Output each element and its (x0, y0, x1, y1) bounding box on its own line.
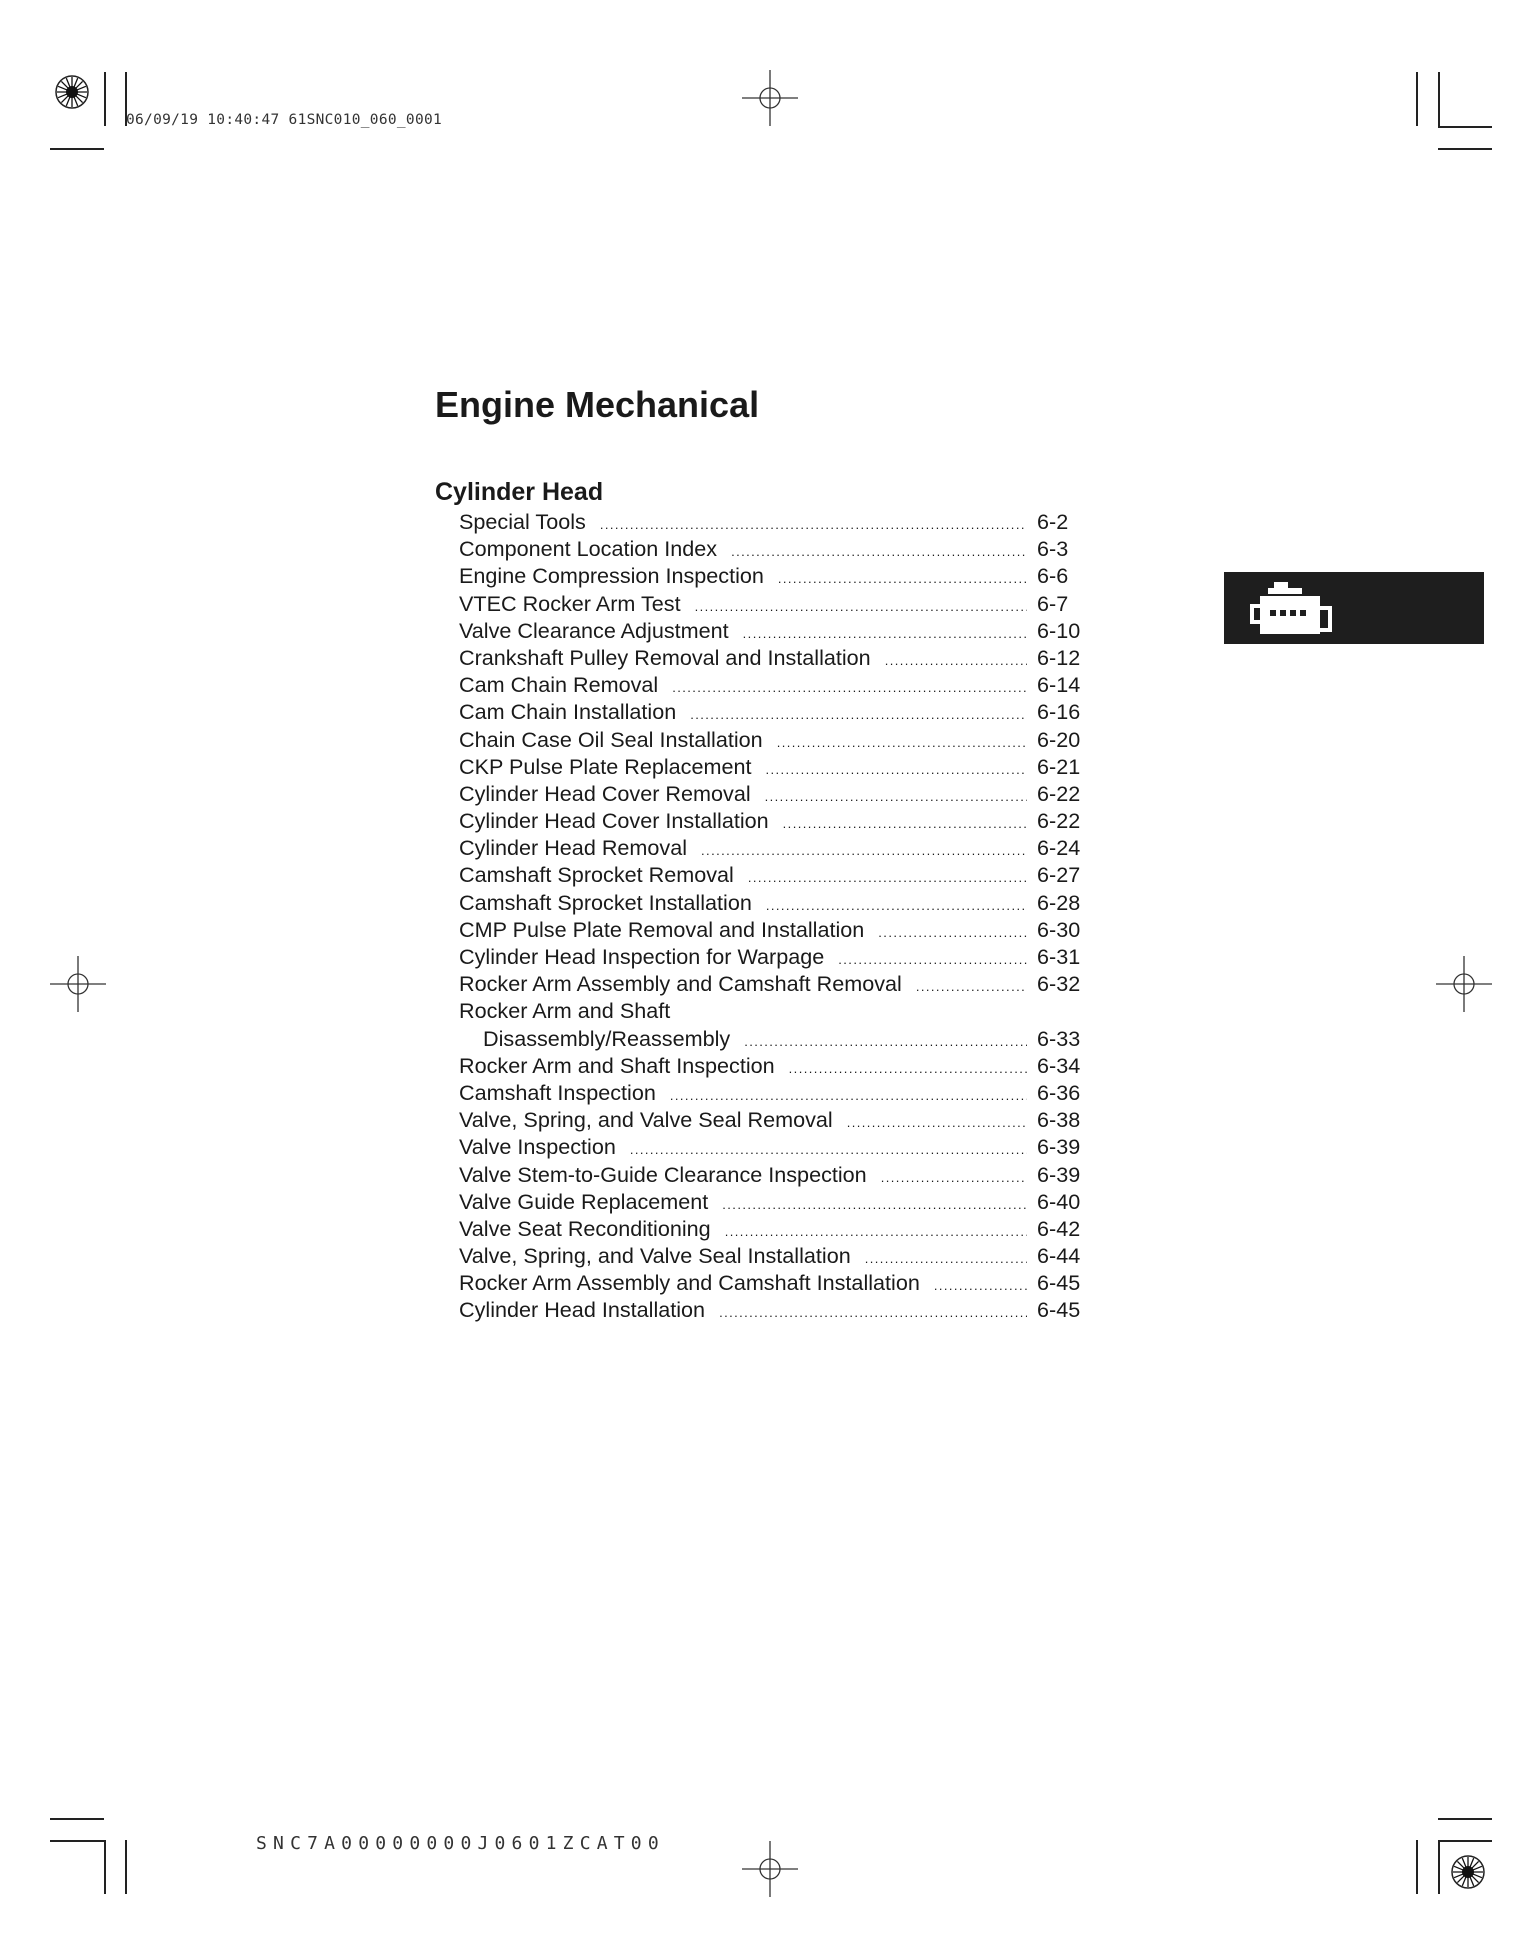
toc-item[interactable] (459, 834, 1083, 861)
toc-item[interactable] (459, 1269, 1083, 1296)
toc-item[interactable] (459, 780, 1083, 807)
dot-leader (670, 1082, 1027, 1109)
toc-item-title: Valve Guide Replacement (459, 1188, 709, 1214)
toc-item-title: Camshaft Inspection (459, 1079, 656, 1105)
toc-item[interactable] (459, 535, 1083, 562)
toc-item-title: Disassembly/Reassembly (483, 1025, 731, 1051)
toc-item-page: 6-7 (1037, 590, 1069, 616)
toc-item[interactable] (459, 970, 1083, 997)
toc-item-title: Cylinder Head Inspection for Warpage (459, 944, 825, 969)
dot-leader (722, 1191, 1027, 1218)
crop-line (1438, 1840, 1492, 1842)
starburst-icon (52, 72, 92, 112)
dot-leader (934, 1272, 1027, 1299)
toc-item-page: 6-6 (1037, 563, 1069, 589)
toc-item-title: Cam Chain Removal (459, 672, 659, 698)
toc-item[interactable] (459, 997, 1083, 1024)
table-of-contents (459, 508, 1083, 1324)
toc-item[interactable] (459, 1079, 1083, 1106)
document-code: SNC7A00000000J0601ZCAT00 (256, 1833, 665, 1854)
toc-item-title: Rocker Arm and Shaft Inspection (459, 1052, 775, 1078)
toc-item-title: Rocker Arm Assembly and Camshaft Removal (459, 971, 902, 997)
crop-line (1416, 1840, 1418, 1894)
toc-item-page: 6-2 (1037, 509, 1069, 534)
crosshair-icon (50, 956, 106, 1012)
toc-item-page: 6-3 (1037, 536, 1069, 562)
toc-item[interactable] (459, 1161, 1083, 1188)
toc-item-title: Valve Clearance Adjustment (459, 617, 729, 643)
toc-item-title: Crankshaft Pulley Removal and Installation (459, 644, 871, 670)
toc-item-page: 6-39 (1037, 1161, 1081, 1187)
toc-item-title: Chain Case Oil Seal Installation (459, 726, 763, 752)
crop-line (1438, 148, 1492, 150)
crop-line (1438, 72, 1440, 126)
dot-leader (838, 946, 1027, 973)
engine-icon (1246, 580, 1346, 638)
toc-item[interactable] (459, 1242, 1083, 1269)
toc-item[interactable] (459, 1215, 1083, 1242)
toc-item-page: 6-14 (1037, 672, 1081, 698)
crosshair-icon (742, 70, 798, 126)
toc-item-title: Valve, Spring, and Valve Seal Removal (459, 1107, 833, 1133)
toc-item[interactable] (459, 671, 1083, 698)
dot-leader (865, 1245, 1027, 1272)
dot-leader (743, 620, 1027, 647)
toc-item-page: 6-21 (1037, 753, 1081, 779)
dot-leader (766, 892, 1027, 919)
toc-item-page: 6-28 (1037, 889, 1081, 915)
dot-leader (789, 1055, 1027, 1082)
toc-item-title: Rocker Arm and Shaft (459, 998, 671, 1024)
toc-item-title: Cylinder Head Cover Installation (459, 808, 769, 834)
crop-line (1416, 72, 1418, 126)
crop-line (125, 1840, 127, 1894)
toc-item[interactable] (459, 1188, 1083, 1215)
toc-item-page: 6-34 (1037, 1052, 1081, 1078)
toc-item-page: 6-10 (1037, 617, 1081, 643)
dot-leader (777, 729, 1027, 756)
toc-item-title: Cam Chain Installation (459, 699, 677, 725)
toc-item[interactable] (459, 807, 1083, 834)
dot-leader (731, 538, 1027, 565)
toc-item[interactable] (459, 753, 1083, 780)
dot-leader (878, 919, 1027, 946)
toc-item-title: VTEC Rocker Arm Test (459, 590, 681, 616)
toc-item[interactable] (459, 590, 1083, 617)
toc-item[interactable] (459, 1133, 1083, 1160)
crop-line (104, 1840, 106, 1894)
section-tab (1224, 572, 1484, 644)
starburst-icon (1448, 1852, 1488, 1892)
print-stamp: 06/09/19 10:40:47 61SNC010_060_0001 (126, 112, 443, 128)
crop-line (50, 1840, 104, 1842)
dot-leader (600, 511, 1027, 538)
toc-item-page: 6-42 (1037, 1215, 1081, 1241)
toc-item-title: Camshaft Sprocket Installation (459, 889, 752, 915)
toc-item-title: Cylinder Head Removal (459, 835, 688, 861)
toc-item[interactable] (459, 1052, 1083, 1079)
toc-item[interactable] (459, 562, 1083, 589)
toc-item[interactable] (459, 726, 1083, 753)
dot-leader (725, 1218, 1027, 1245)
toc-item-title: Engine Compression Inspection (459, 563, 764, 589)
toc-item[interactable] (459, 861, 1083, 888)
toc-item-page: 6-22 (1037, 808, 1081, 834)
crop-line (1438, 126, 1492, 128)
dot-leader (885, 647, 1027, 674)
toc-item-title: Valve Seat Reconditioning (459, 1215, 711, 1241)
toc-item-page: 6-22 (1037, 780, 1081, 806)
toc-item[interactable] (459, 1106, 1083, 1133)
crop-line (1438, 1818, 1492, 1820)
toc-item-title: Camshaft Sprocket Removal (459, 862, 734, 888)
dot-leader (778, 565, 1027, 592)
toc-item-page: 6-45 (1037, 1297, 1081, 1323)
dot-leader (695, 593, 1027, 620)
crop-line (50, 1818, 104, 1820)
toc-item-title: Valve Stem-to-Guide Clearance Inspection (459, 1161, 867, 1187)
dot-leader (765, 783, 1027, 810)
toc-item[interactable] (459, 644, 1083, 671)
toc-item[interactable] (459, 943, 1083, 970)
toc-item-title: Cylinder Head Cover Removal (459, 780, 751, 806)
dot-leader (783, 810, 1027, 837)
toc-item-page: 6-16 (1037, 699, 1081, 725)
toc-item-page: 6-12 (1037, 644, 1081, 670)
dot-leader (744, 1028, 1027, 1055)
toc-item-page: 6-31 (1037, 944, 1081, 969)
toc-item-page: 6-45 (1037, 1270, 1081, 1296)
toc-item-page: 6-27 (1037, 862, 1081, 888)
toc-item-page: 6-44 (1037, 1243, 1081, 1269)
section-title: Cylinder Head (435, 478, 604, 506)
toc-item-title: Rocker Arm Assembly and Camshaft Installation (459, 1270, 920, 1296)
page-title: Engine Mechanical (435, 384, 760, 425)
toc-item-title: Cylinder Head Installation (459, 1297, 706, 1323)
dot-leader (748, 864, 1027, 891)
dot-leader (719, 1299, 1027, 1326)
toc-item-page: 6-36 (1037, 1079, 1081, 1105)
dot-leader (916, 973, 1027, 1000)
dot-leader (690, 701, 1027, 728)
crosshair-icon (742, 1841, 798, 1897)
dot-leader (847, 1109, 1027, 1136)
toc-item-page: 6-32 (1037, 971, 1081, 997)
toc-item-page: 6-40 (1037, 1188, 1081, 1214)
toc-item-title: CMP Pulse Plate Removal and Installation (459, 916, 865, 942)
toc-item-title: Special Tools (459, 509, 586, 534)
dot-leader (701, 837, 1027, 864)
toc-item[interactable] (459, 1296, 1083, 1323)
toc-item[interactable] (459, 889, 1083, 916)
toc-item[interactable] (459, 916, 1083, 943)
toc-item[interactable] (459, 698, 1083, 725)
crosshair-icon (1436, 956, 1492, 1012)
dot-leader (881, 1164, 1027, 1191)
toc-item-title: Valve, Spring, and Valve Seal Installation (459, 1243, 851, 1269)
toc-item-page: 6-39 (1037, 1134, 1081, 1160)
toc-item-page: 6-33 (1037, 1025, 1081, 1051)
toc-item-title: CKP Pulse Plate Replacement (459, 753, 752, 779)
dot-leader (630, 1136, 1027, 1163)
toc-item-page: 6-24 (1037, 835, 1081, 861)
dot-leader (765, 756, 1027, 783)
crop-line (50, 148, 104, 150)
toc-item-page: 6-20 (1037, 726, 1081, 752)
toc-item[interactable] (459, 508, 1083, 535)
crop-line (104, 72, 106, 126)
toc-item-page: 6-38 (1037, 1107, 1081, 1133)
toc-item[interactable] (459, 1025, 1083, 1052)
toc-item-title: Component Location Index (459, 536, 718, 562)
toc-item-page: 6-30 (1037, 916, 1081, 942)
crop-line (1438, 1840, 1440, 1894)
toc-item-title: Valve Inspection (459, 1134, 616, 1160)
toc-item[interactable] (459, 617, 1083, 644)
dot-leader (672, 674, 1027, 701)
